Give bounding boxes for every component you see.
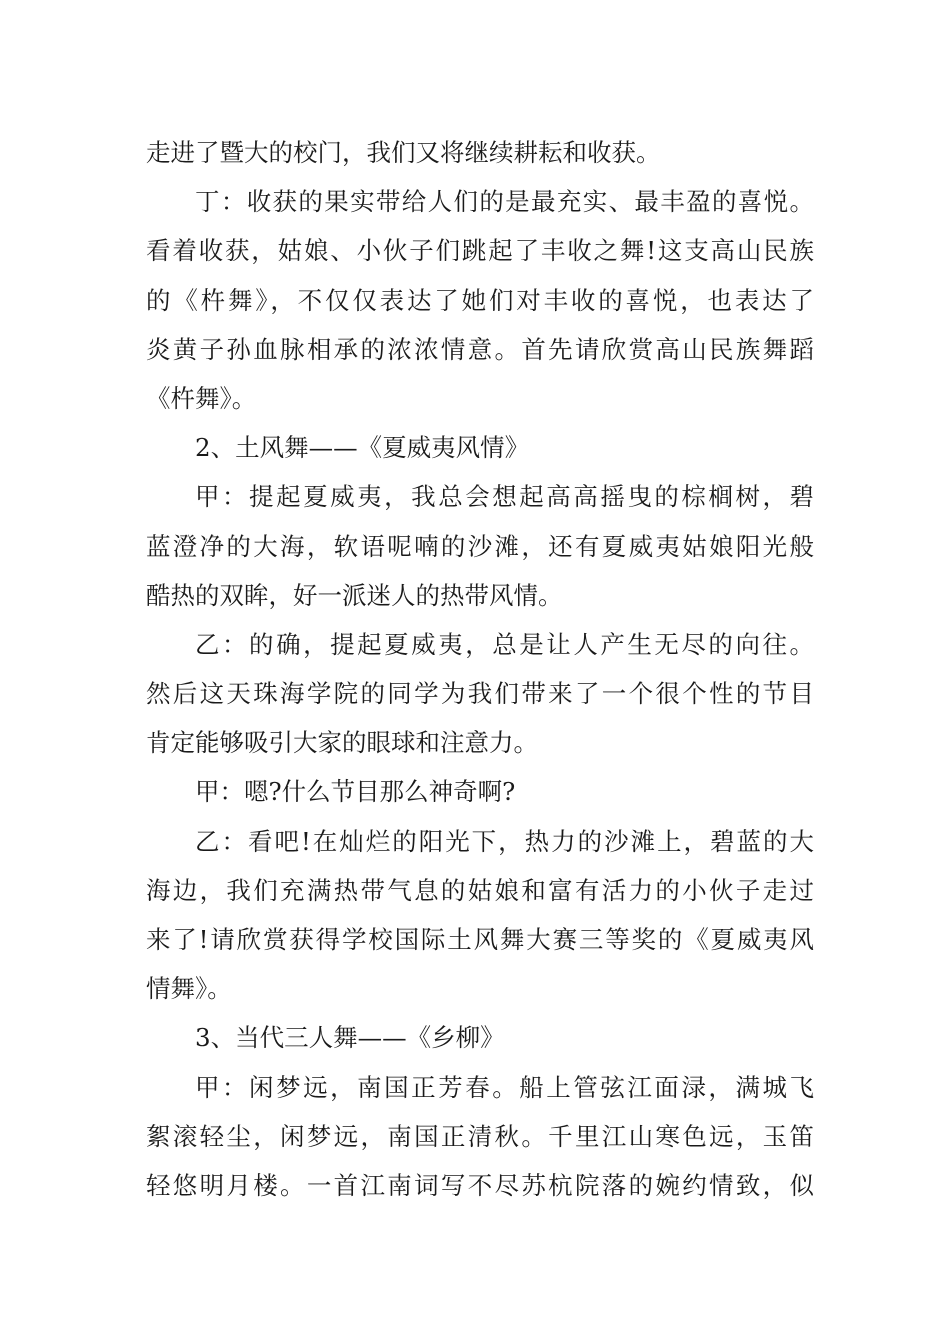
text-line: 甲：嗯?什么节目那么神奇啊? bbox=[195, 777, 516, 807]
section-heading: 3、当代三人舞——《乡柳》 bbox=[195, 1023, 505, 1053]
text-line: 乙：看吧!在灿烂的阳光下，热力的沙滩上，碧蓝的大 bbox=[195, 826, 814, 856]
text-line: 《杵舞》。 bbox=[146, 383, 257, 413]
text-line: 的《杵舞》，不仅仅表达了她们对丰收的喜悦，也表达了 bbox=[146, 285, 814, 315]
text-line: 乙：的确，提起夏威夷，总是让人产生无尽的向往。 bbox=[195, 629, 814, 659]
text-line: 酷热的双眸，好一派迷人的热带风情。 bbox=[146, 580, 563, 610]
text-line: 丁：收获的果实带给人们的是最充实、最丰盈的喜悦。 bbox=[195, 187, 814, 217]
text-line: 甲：提起夏威夷，我总会想起高高摇曳的棕榈树，碧 bbox=[195, 482, 814, 512]
text-line: 肯定能够吸引大家的眼球和注意力。 bbox=[146, 728, 538, 758]
text-line: 走进了暨大的校门，我们又将继续耕耘和收获。 bbox=[146, 138, 661, 167]
text-line: 甲：闲梦远，南国正芳春。船上管弦江面渌，满城飞 bbox=[195, 1072, 814, 1102]
section-heading: 2、土风舞——《夏威夷风情》 bbox=[195, 433, 530, 463]
text-line: 絮滚轻尘，闲梦远，南国正清秋。千里江山寒色远，玉笛 bbox=[146, 1121, 814, 1151]
text-line: 海边，我们充满热带气息的姑娘和富有活力的小伙子走过 bbox=[146, 875, 814, 905]
document-body bbox=[146, 128, 814, 1210]
text-line: 炎黄子孙血脉相承的浓浓情意。首先请欣赏高山民族舞蹈 bbox=[146, 334, 814, 364]
text-line: 看着收获，姑娘、小伙子们跳起了丰收之舞!这支高山民族 bbox=[146, 236, 814, 266]
text-line: 轻悠明月楼。一首江南词写不尽苏杭院落的婉约情致，似 bbox=[146, 1170, 814, 1200]
text-line: 来了!请欣赏获得学校国际土风舞大赛三等奖的《夏威夷风 bbox=[146, 925, 814, 954]
text-line: 情舞》。 bbox=[146, 974, 232, 1004]
text-line: 蓝澄净的大海，软语呢喃的沙滩，还有夏威夷姑娘阳光般 bbox=[146, 531, 814, 561]
text-line: 然后这天珠海学院的同学为我们带来了一个很个性的节目 bbox=[146, 679, 814, 709]
